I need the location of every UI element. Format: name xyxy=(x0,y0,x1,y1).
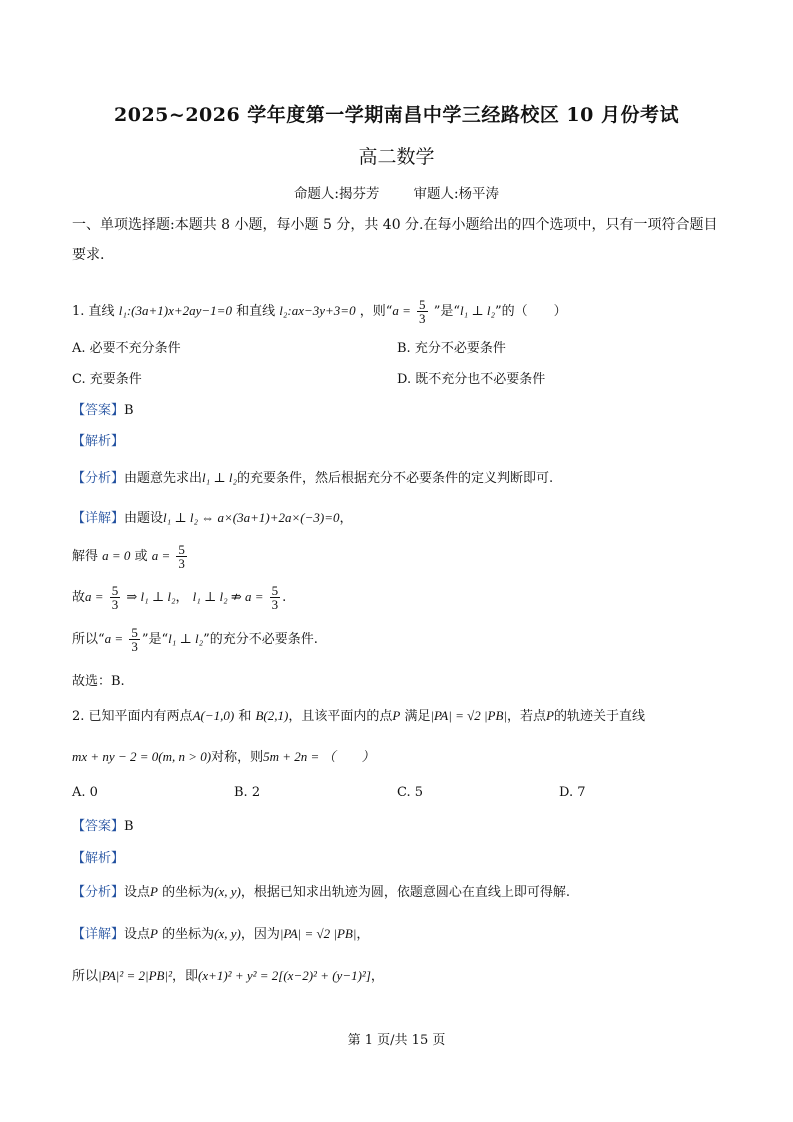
q1-solve-a0: a = 0 xyxy=(102,548,131,563)
q2-detail-label: 【详解】 xyxy=(72,927,125,942)
q2-option-c: C. 5 xyxy=(397,785,424,800)
q1-answer xyxy=(72,399,134,418)
exam-authors xyxy=(0,182,793,202)
author-reviewer: 审题人:杨平涛 xyxy=(413,186,500,202)
q1-conclude-mid: ”是“ xyxy=(141,632,169,647)
q2-stem-line1 xyxy=(72,705,645,724)
q1-so-pre: 故 xyxy=(72,590,86,605)
q2-point-p-2: P xyxy=(546,708,554,723)
q1-conclude-pre: 所以“ xyxy=(72,632,105,647)
q2-option-a: A. 0 xyxy=(72,785,98,800)
q2-fenxi-xy: (x, y) xyxy=(214,884,241,899)
q2-point-b: B(2,1) xyxy=(255,708,289,723)
q2-detail-xy: (x, y) xyxy=(214,926,241,941)
q1-choice: 故选：B. xyxy=(72,674,125,689)
q2-answer-label: 【答案】 xyxy=(72,819,125,834)
q2-lead: 已知平面内有两点 xyxy=(88,709,193,724)
q2-fenxi-post: ，根据已知求出轨迹为圆，依题意圆心在直线上即可得解. xyxy=(240,885,570,900)
q1-so-implication-2: l₁ ⊥ l₂ ⇏ a = xyxy=(192,589,264,604)
q1-detail-pre: 由题设 xyxy=(124,511,164,526)
q2-analysis-label: 【解析】 xyxy=(72,851,125,866)
q2-point-a: A(−1,0) xyxy=(192,708,235,723)
q2-answer xyxy=(72,815,134,834)
q1-conclude-fraction: $\frac{5}{3}$ xyxy=(131,625,138,654)
q1-detail-label: 【详解】 xyxy=(72,511,125,526)
q2-cond-post: ，若点 xyxy=(507,709,547,724)
q1-mid: 和直线 xyxy=(236,304,276,319)
q2-detail xyxy=(72,923,369,942)
q2-so-mid: ，即 xyxy=(171,969,198,984)
q1-so xyxy=(72,584,286,611)
q1-detail-post: ， xyxy=(339,511,353,526)
exam-subtitle: 高二数学 xyxy=(358,146,435,168)
q1-answer-value: B xyxy=(124,403,134,418)
q1-solve-fraction: $\frac{5}{3}$ xyxy=(178,542,185,571)
q1-lead: 直线 xyxy=(88,304,115,319)
q1-conclude-post: ”的充分不必要条件. xyxy=(203,632,318,647)
q1-line1-expr: l₁:(3a+1)x+2ay−1=0 xyxy=(118,303,232,318)
q1-fenxi-perp: l₁ ⊥ l₂ xyxy=(202,470,238,485)
q2-ask: 5m + 2n = （ ） xyxy=(263,749,375,764)
q2-detail-post: ， xyxy=(356,927,370,942)
q2-and: 和 xyxy=(238,709,252,724)
q2-cond-tail: 的轨迹关于直线 xyxy=(553,709,645,724)
q2-sym: 对称，则 xyxy=(211,750,264,765)
q1-so-fraction-1: $\frac{5}{3}$ xyxy=(111,583,119,612)
q1-line2-expr: l₂:ax−3y+3=0 xyxy=(279,303,356,318)
q2-so-pre: 所以 xyxy=(72,969,99,984)
q2-detail-pre: 设点 xyxy=(124,927,151,942)
q1-so-end: . xyxy=(282,590,287,605)
q1-option-b: B. 充分不必要条件 xyxy=(397,341,506,356)
q1-tail: ”的（ ） xyxy=(494,304,567,319)
q2-so xyxy=(72,965,384,984)
q1-so-a: a = xyxy=(85,589,104,604)
q1-a-eq: a = xyxy=(392,303,411,318)
q2-cond-mid: 满足 xyxy=(404,709,431,724)
q1-is: ”是“ xyxy=(433,304,460,319)
q2-point-p: P xyxy=(392,708,401,723)
q1-so-sep: ， xyxy=(175,590,189,605)
q1-then: ，则“ xyxy=(359,304,393,319)
q1-solve-pre: 解得 xyxy=(72,549,99,564)
q1-fenxi-pre: 由题意先求出 xyxy=(124,471,203,486)
q2-fenxi-p: P xyxy=(150,884,158,899)
q2-number: 2. xyxy=(72,709,85,724)
q2-fenxi-mid: 的坐标为 xyxy=(162,885,215,900)
q1-fenxi-label: 【分析】 xyxy=(72,471,125,486)
q1-analysis-label: 【解析】 xyxy=(72,434,125,449)
q1-solve xyxy=(72,543,189,570)
q1-so-implication-1: ⇒ l₁ ⊥ l₂ xyxy=(126,589,176,604)
q2-fenxi-label: 【分析】 xyxy=(72,885,125,900)
q1-solve-or: 或 xyxy=(134,549,148,564)
q2-stem-line2 xyxy=(72,746,375,765)
q1-detail-expr: l₁ ⊥ l₂ ⇔ a×(3a+1)+2a×(−3)=0 xyxy=(163,510,340,525)
q2-so-post: ， xyxy=(370,969,384,984)
q1-conclude-perp: l₁ ⊥ l₂ xyxy=(168,631,204,646)
q1-option-c: C. 充要条件 xyxy=(72,372,142,387)
q2-detail-p: P xyxy=(150,926,158,941)
q1-fenxi xyxy=(72,467,553,486)
q1-option-a: A. 必要不充分条件 xyxy=(72,341,181,356)
q1-fraction: $\frac{5}{3}$ xyxy=(419,297,426,326)
q2-detail-because: ，因为 xyxy=(240,927,280,942)
q2-detail-expr: |PA| = √2 |PB| xyxy=(279,926,357,941)
q1-conclude-a: a = xyxy=(104,631,124,646)
q2-detail-mid: 的坐标为 xyxy=(162,927,215,942)
page-footer: 第 1 页/共 15 页 xyxy=(347,1033,446,1048)
q1-number: 1. xyxy=(72,304,85,319)
q1-fenxi-post: 的充要条件，然后根据充分不必要条件的定义判断即可. xyxy=(237,471,554,486)
q2-cond-pre: ，且该平面内的点 xyxy=(288,709,393,724)
q1-option-d: D. 既不充分也不必要条件 xyxy=(397,372,546,387)
q1-solve-a: a = xyxy=(151,548,171,563)
q1-perp: l₁ ⊥ l₂ xyxy=(459,303,495,318)
q2-fenxi-pre: 设点 xyxy=(124,885,151,900)
q1-detail xyxy=(72,507,353,526)
q1-answer-label: 【答案】 xyxy=(72,403,125,418)
q1-so-fraction-2: $\frac{5}{3}$ xyxy=(271,583,279,612)
q1-conclusion xyxy=(72,626,318,653)
q2-fenxi xyxy=(72,881,570,900)
q2-line-expr: mx + ny − 2 = 0(m, n > 0) xyxy=(72,749,212,764)
q2-option-d: D. 7 xyxy=(559,785,586,800)
q1-stem xyxy=(72,298,567,325)
q2-answer-value: B xyxy=(124,819,134,834)
q2-so-expr1: |PA|² = 2|PB|² xyxy=(98,968,172,983)
q2-so-expr2: (x+1)² + y² = 2[(x−2)² + (y−1)²] xyxy=(197,968,371,983)
author-setter: 命题人:揭芬芳 xyxy=(293,186,380,202)
q2-option-b: B. 2 xyxy=(234,785,261,800)
exam-title: 2025~2026 学年度第一学期南昌中学三经路校区 10 月份考试 xyxy=(114,104,679,126)
section-heading: 一、单项选择题:本题共 8 小题，每小题 5 分，共 40 分.在每小题给出的四个选项中，只有一项符合题目要求. xyxy=(72,217,718,263)
q2-cond-expr: |PA| = √2 |PB| xyxy=(430,708,508,723)
